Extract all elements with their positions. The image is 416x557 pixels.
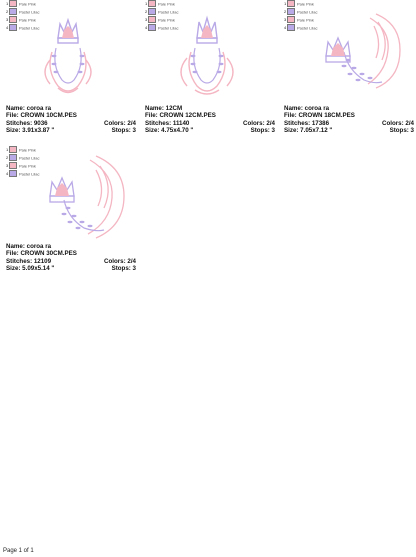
crown-wreath-design-icon xyxy=(139,0,275,100)
design-card-1 xyxy=(0,0,136,170)
swatch-row: 2 Pastel Lilac xyxy=(284,9,318,15)
swatch-row: 1 Pale Pink xyxy=(6,147,36,153)
swatch-row: 4 Pastel Lilac xyxy=(284,25,318,31)
design-card-4 xyxy=(0,146,136,316)
swatch-row: 1 Pale Pink xyxy=(284,1,314,7)
swatch-row: 3 Pale Pink xyxy=(6,17,36,23)
design-info: Name: coroa ra File: CROWN 30CM.PES Stitches: 12109 Colors: 2/4 Size: 5.09x5.14 " Stops: 3 xyxy=(6,243,136,272)
design-info: Name: coroa ra File: CROWN 18CM.PES Stitches: 17386 Colors: 2/4 Size: 7.05x7.12 " Stops: 3 xyxy=(284,105,414,134)
design-card-2 xyxy=(139,0,275,170)
crown-wreath-design-icon xyxy=(0,146,136,246)
crown-wreath-design-icon xyxy=(278,0,414,100)
swatch-row: 1 Pale Pink xyxy=(6,1,36,7)
design-info: Name: coroa ra File: CROWN 10CM.PES Stitches: 9036 Colors: 2/4 Size: 3.91x3.87 " Stops: 3 xyxy=(6,105,136,134)
swatch-row: 3 Pale Pink xyxy=(284,17,314,23)
swatch-row: 4 Pastel Lilac xyxy=(6,171,40,177)
swatch-row: 2 Pastel Lilac xyxy=(6,9,40,15)
swatch-row: 4 Pastel Lilac xyxy=(145,25,179,31)
design-info: Name: 12CM File: CROWN 12CM.PES Stitches: 11140 Colors: 2/4 Size: 4.75x4.70 " Stops: 3 xyxy=(145,105,275,134)
swatch-row: 4 Pastel Lilac xyxy=(6,25,40,31)
crown-wreath-design-icon xyxy=(0,0,136,100)
swatch-row: 2 Pastel Lilac xyxy=(6,155,40,161)
page-number: Page 1 of 1 xyxy=(3,548,34,554)
swatch-row: 1 Pale Pink xyxy=(145,1,175,7)
swatch-row: 3 Pale Pink xyxy=(6,163,36,169)
swatch-row: 3 Pale Pink xyxy=(145,17,175,23)
design-card-3 xyxy=(278,0,414,170)
swatch-row: 2 Pastel Lilac xyxy=(145,9,179,15)
